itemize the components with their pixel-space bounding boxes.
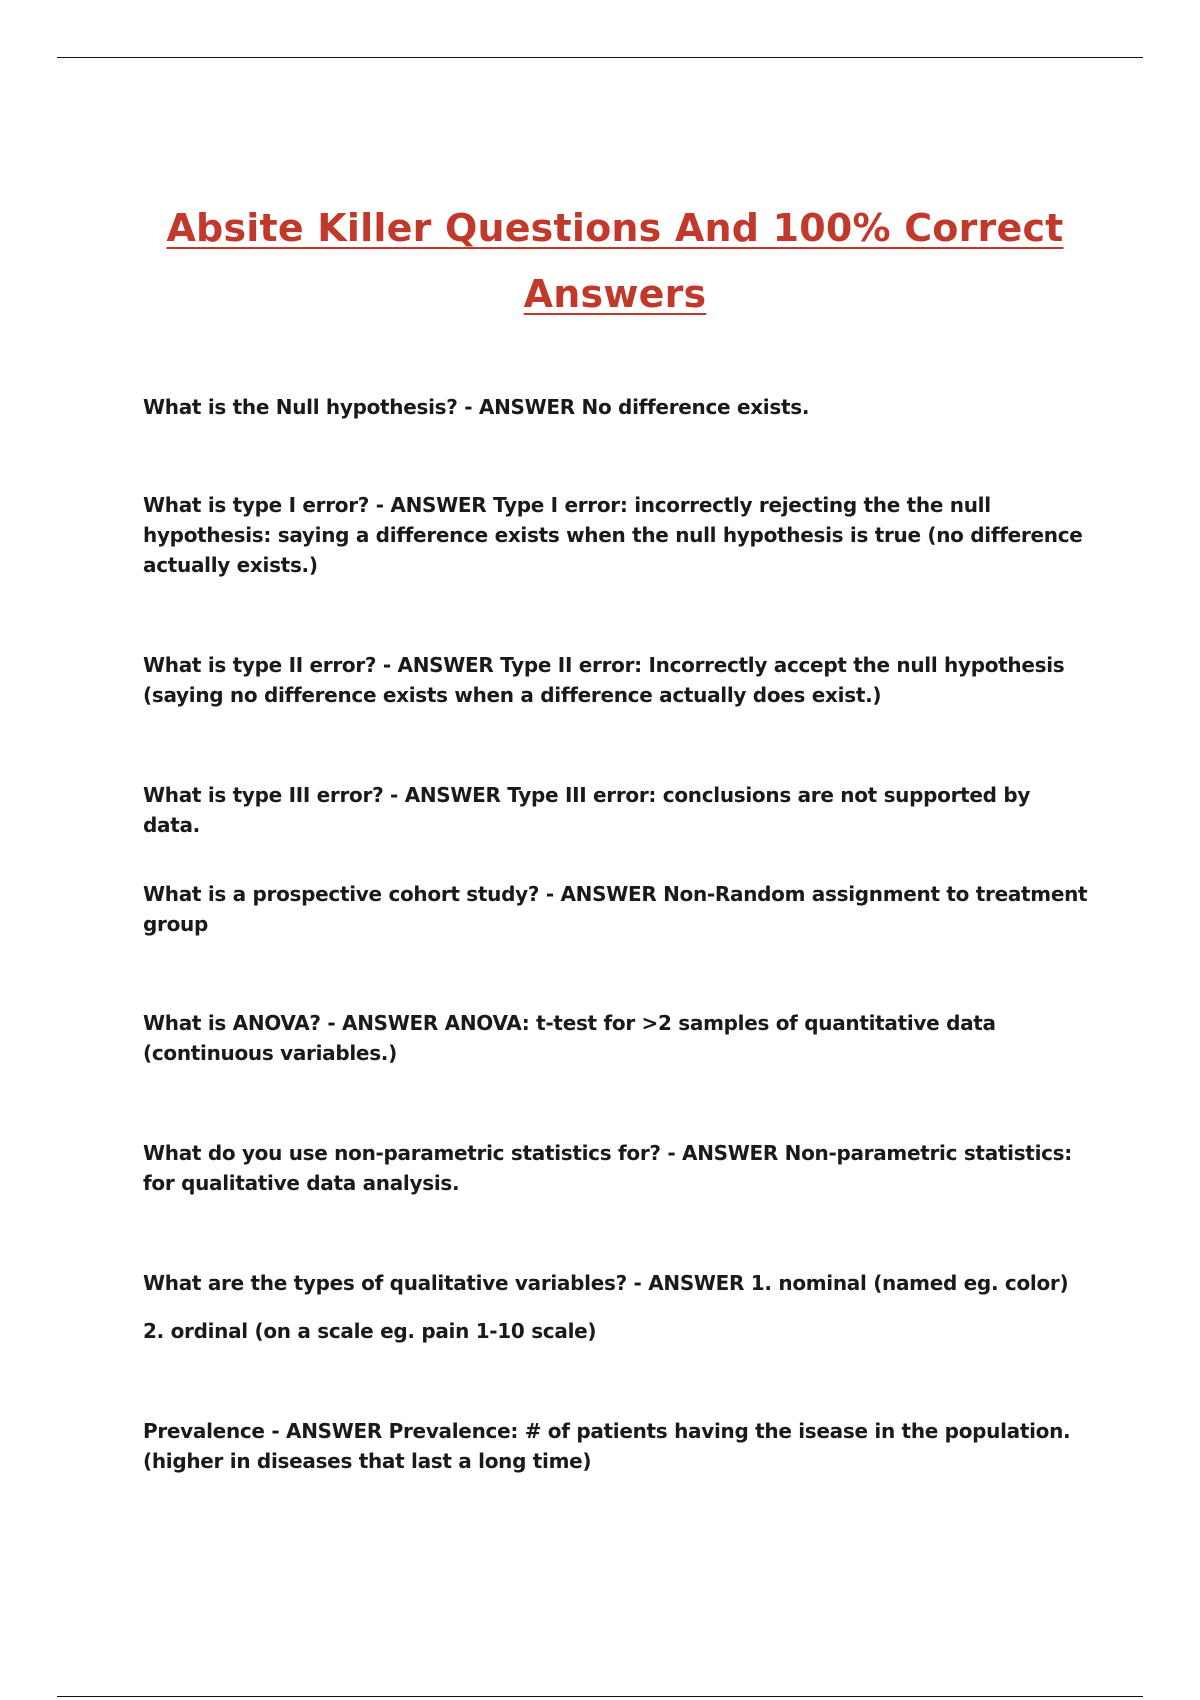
qa-item-qualitative-variables-line1: What are the types of qualitative variables? - ANSWER 1. nominal (named eg. color) [143,1271,1069,1295]
qa-item-prevalence: Prevalence - ANSWER Prevalence: # of patients having the isease in the population. (higher in diseases that last a long time) [143,1419,1071,1473]
qa-item-prospective-cohort: What is a prospective cohort study? - ANSWER Non-Random assignment to treatment group [143,882,1088,936]
qa-item-non-parametric: What do you use non-parametric statistics for? - ANSWER Non-parametric statistics: for qualitative data analysis. [143,1141,1072,1195]
qa-item-type-i-error: What is type I error? - ANSWER Type I error: incorrectly rejecting the the null hypothesis: saying a difference exists when the null hypothesis is true (no difference actually exists.) [143,493,1083,577]
bottom-rule [57,1696,1143,1697]
qa-item-qualitative-variables [143,1268,1088,1346]
qa-item-qualitative-variables-line2: 2. ordinal (on a scale eg. pain 1-10 scale) [143,1319,597,1343]
qa-item-anova: What is ANOVA? - ANSWER ANOVA: t-test for >2 samples of quantitative data (continuous variables.) [143,1011,996,1065]
document-title: Absite Killer Questions And 100% Correct Answers [166,206,1064,316]
qa-item-type-iii-error: What is type III error? - ANSWER Type III error: conclusions are not supported by data. [143,783,1031,837]
qa-item-null-hypothesis: What is the Null hypothesis? - ANSWER No difference exists. [143,395,810,419]
qa-item-type-ii-error: What is type II error? - ANSWER Type II error: Incorrectly accept the null hypothesis (saying no difference exists when a difference actually does exist.) [143,653,1065,707]
